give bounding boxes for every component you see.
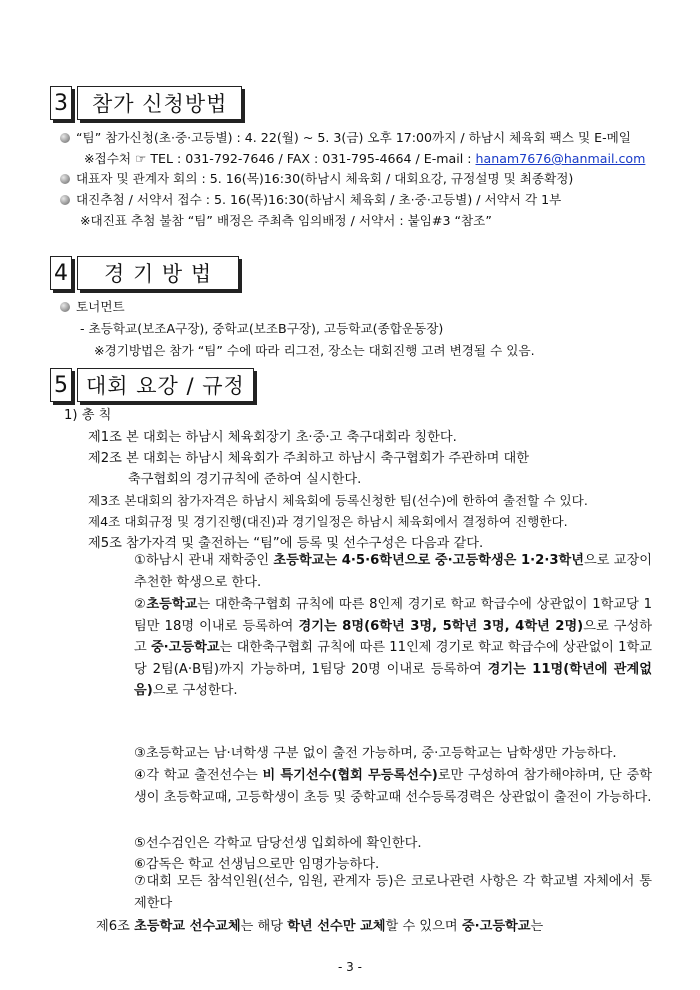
sec3-line-3: 대표자 및 관계자 회의 : 5. 16(목)16:30(하남시 체육회 / 대회요강, 규정설명 및 최종확정) [60,168,573,187]
article-5-item-1: ①하남시 관내 재학중인 초등학교는 4·5·6학년으로 중·고등학생은 1·2·3학년으로 교장이 추천한 학생으로 한다. [134,553,652,590]
bullet-icon [60,133,70,143]
article-5-item-3: ③초등학교는 남·녀학생 구분 없이 출전 가능하며, 중·고등학교는 남학생만 가능하다. [134,746,617,761]
sec3-line-2: ※접수처 ☞ TEL : 031-792-7646 / FAX : 031-795-4664 / E-mail : hanam7676@hanmail.com [84,151,646,166]
sec4-line-3: ※경기방법은 참가 “팀” 수에 따라 리그전, 장소는 대회진행 고려 변경될 수 있음. [94,343,535,358]
article-5: 제5조 참가자격 및 출전하는 “팀”에 등록 및 선수구성은 다음과 같다. [88,536,484,551]
section-4-title: 경 기 방 법 [77,256,239,290]
sec3-line-5: ※대진표 추첨 불참 “팀” 배정은 주최측 임의배정 / 서약서 : 붙임#3 “참조” [80,213,492,228]
bullet-icon [60,174,70,184]
article-5-item-5: ⑤선수검인은 각학교 담당선생 입회하에 확인한다. [134,836,422,851]
article-4: 제4조 대회규정 및 경기진행(대진)과 경기일정은 하남시 체육회에서 결정하여 진행한다. [88,514,568,529]
section-4-header [50,256,239,290]
section-4-number: 4 [50,256,72,290]
article-2-line-1: 제2조 본 대회는 하남시 체육회가 주최하고 하남시 축구협회가 주관하며 대한 [88,451,530,466]
article-1: 제1조 본 대회는 하남시 체육회장기 초·중·고 축구대회라 칭한다. [88,430,457,445]
bullet-icon [60,302,70,312]
article-5-item-4: ④각 학교 출전선수는 비 특기선수(협회 무등록선수)로만 구성하여 참가해야하며, 단 중학생이 초등학교때, 고등학생이 초등 및 중학교때 선수등록경력은 상관없이 출전이 가능하다. [134,768,653,805]
section-5-title: 대회 요강 / 규정 [77,368,254,402]
section-5-number: 5 [50,368,72,402]
page-number: - 3 - [338,960,362,974]
email-link[interactable]: hanam7676@hanmail.com [475,151,646,166]
sec3-line-4: 대진추첨 / 서약서 접수 : 5. 16(목)16:30(하남시 체육회 / 초·중·고등별) / 서약서 각 1부 [60,189,561,208]
sec4-line-1: 토너먼트 [60,296,125,315]
section-5-header [50,368,254,402]
article-5-item-6: ⑥감독은 학교 선생님으로만 임명가능하다. [134,857,380,872]
sec3-line-1: “팀” 참가신청(초·중·고등별) : 4. 22(월) ~ 5. 3(금) 오후 17:00까지 / 하남시 체육회 팩스 및 E-메일 [60,127,631,146]
article-6: 제6조 초등학교 선수교체는 해당 학년 선수만 교체할 수 있으며 중·고등학교는 [96,919,544,934]
article-3: 제3조 본대회의 참가자격은 하남시 체육회에 등록신청한 팀(선수)에 한하여 출전할 수 있다. [88,493,588,508]
section-3-title: 참가 신청방법 [77,86,242,120]
bullet-icon [60,195,70,205]
sec4-line-2: - 초등학교(보조A구장), 중학교(보조B구장), 고등학교(종합운동장) [80,321,444,336]
article-2-line-2: 축구협회의 경기규칙에 준하여 실시한다. [128,472,362,487]
section-3-header [50,86,242,120]
general-rules-subtitle: 1) 총 칙 [64,408,112,423]
section-3-number: 3 [50,86,72,120]
article-5-item-7: ⑦대회 모든 참석인원(선수, 임원, 관계자 등)은 코로나관련 사항은 각 학교별 자체에서 통제한다 [134,874,652,911]
article-5-item-2: ②초등학교는 대한축구협회 규칙에 따른 8인제 경기로 학교 학급수에 상관없이 1학교당 1팀만 18명 이내로 등록하여 경기는 8명(6학년 3명, 5학년 3명, 4학년 2명)으로 구성하고 중·고등학교는 대한축구협회 규칙에 따른 11인제 경기로 학교 학급수에 상관없이 1학교당 2팀(A·B팀)까지 가능하며, 1팀당 20명 이내로 등록하여 경기는 11명(학년에 관계없음)으로 구성한다. [134,597,653,698]
